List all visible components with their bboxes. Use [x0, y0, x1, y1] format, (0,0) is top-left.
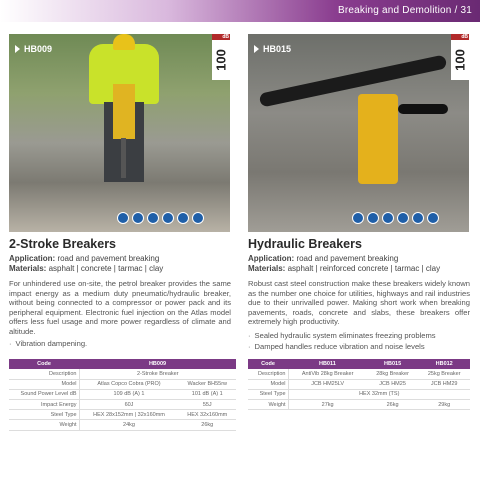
breaker-body [113, 84, 135, 139]
table-row [9, 389, 236, 399]
table-cell: Model [9, 379, 79, 389]
photo-label [15, 44, 52, 54]
description: For unhindered use on-site, the petrol breaker provides the same impact energy as a medium duty pneumatic/hydraulic breaker, without being connected to a compressor or power pack and its peripheral equipment. Electronic fuel injection on the Atlas model offers less fuel usage and more power regardless of climate and altitude. [9, 279, 231, 336]
hb015-photo [248, 34, 469, 232]
bullet-item: · Vibration dampening. [9, 339, 87, 348]
table-cell: Atlas Copco Cobra (PRO) [79, 379, 179, 389]
table-cell: Weight [9, 420, 79, 430]
table-row [248, 379, 470, 389]
boots-icon [132, 212, 144, 224]
boots-icon [367, 212, 379, 224]
table-cell: JCB HM25 [367, 379, 419, 389]
page-title: Breaking and Demolition / 31 [337, 5, 472, 16]
spec-table-hydraulic [248, 359, 470, 410]
table-cell: Sound Power Level dB [9, 389, 79, 399]
breaker-chisel [121, 138, 126, 178]
description: Robust cast steel construction make these breakers widely known as the number one choice for utilities, highways and rail industries due to their unrivalled power. Making short work when breaking pavements, roads, concrete and slabs, these breakers offer extremely high productivity. [248, 279, 470, 327]
table-cell: 60J [79, 400, 179, 410]
section-title: Hydraulic Breakers [248, 237, 362, 251]
table-cell: AntiVib 28kg Breaker [288, 369, 367, 379]
application-label: Application: [248, 254, 295, 263]
table-row [9, 410, 236, 420]
application-line [9, 254, 159, 263]
table-cell: 109 dB (A) 1 [79, 389, 179, 399]
application-value: road and pavement breaking [55, 254, 160, 263]
table-cell: 29kg [418, 400, 470, 410]
application-label: Application: [9, 254, 56, 263]
product-code: HB009 [24, 44, 53, 54]
table-row [9, 400, 236, 410]
table-cell: Wacker BH55rw [179, 379, 237, 389]
materials-line [9, 264, 163, 273]
table-header-row [9, 359, 236, 369]
materials-value: asphalt | reinforced concrete | tarmac | clay [285, 264, 441, 273]
table-header-row [248, 359, 470, 369]
table-cell: 101 dB (A) 1 [179, 389, 237, 399]
gloves-icon [177, 212, 189, 224]
materials-value: asphalt | concrete | tarmac | clay [46, 264, 164, 273]
breaker-handle [259, 54, 448, 107]
table-cell: 27kg [288, 400, 367, 410]
arrow-icon [15, 45, 20, 53]
db-value: 100 [452, 49, 468, 71]
table-header: Code [248, 359, 288, 369]
bullet-item: · Damped handles reduce vibration and noise levels [248, 342, 425, 351]
table-cell: 26kg [367, 400, 419, 410]
breaker-body [358, 94, 398, 184]
face-shield-icon [117, 212, 129, 224]
table-cell: 26kg [179, 420, 237, 430]
db-unit: dB [461, 34, 468, 40]
application-value: road and pavement breaking [294, 254, 399, 263]
table-header: HB015 [367, 359, 419, 369]
photo-label [254, 44, 291, 54]
ppe-icons [117, 212, 204, 224]
table-row [248, 400, 470, 410]
table-row [9, 420, 236, 430]
hb009-photo [9, 34, 230, 232]
section-title: 2-Stroke Breakers [9, 237, 117, 251]
table-cell: HEX 28x152mm | 32x160mm [79, 410, 179, 420]
ear-defenders-icon [382, 212, 394, 224]
table-cell: JCB HM29 [418, 379, 470, 389]
table-cell: HEX 32mm (TS) [288, 389, 470, 399]
bullet-item: · Sealed hydraulic system eliminates freezing problems [248, 331, 436, 340]
worker-head [113, 34, 135, 50]
table-cell: Weight [248, 400, 288, 410]
gloves-icon [412, 212, 424, 224]
table-cell: Steel Type [248, 389, 288, 399]
product-code: HB015 [263, 44, 292, 54]
goggles-icon [162, 212, 174, 224]
spec-table-2-stroke [9, 359, 236, 431]
table-cell: Impact Energy [9, 400, 79, 410]
table-cell: Model [248, 379, 288, 389]
table-cell: 2-Stroke Breaker [79, 369, 236, 379]
materials-label: Materials: [9, 264, 47, 273]
table-cell: 55J [179, 400, 237, 410]
db-unit: dB [222, 34, 229, 40]
db-value: 100 [213, 49, 229, 71]
goggles-icon [397, 212, 409, 224]
table-row [248, 369, 470, 379]
table-cell: 28kg Breaker [367, 369, 419, 379]
table-cell: Steel Type [9, 410, 79, 420]
table-cell: 25kg Breaker [418, 369, 470, 379]
hard-hat-icon [427, 212, 439, 224]
sound-level-badge [212, 34, 230, 80]
table-cell: JCB HM25LV [288, 379, 367, 389]
table-header: HB011 [288, 359, 367, 369]
table-cell: Description [248, 369, 288, 379]
ear-defenders-icon [147, 212, 159, 224]
application-line [248, 254, 398, 263]
arrow-icon [254, 45, 259, 53]
face-shield-icon [352, 212, 364, 224]
table-cell: 24kg [79, 420, 179, 430]
sound-level-badge [451, 34, 469, 80]
ppe-icons [352, 212, 439, 224]
table-cell: HEX 32x160mm [179, 410, 237, 420]
materials-line [248, 264, 440, 273]
table-row [248, 389, 470, 399]
materials-label: Materials: [248, 264, 286, 273]
table-header: Code [9, 359, 79, 369]
header-bar [0, 0, 480, 22]
table-row [9, 379, 236, 389]
hard-hat-icon [192, 212, 204, 224]
table-header: HB009 [79, 359, 236, 369]
table-header: HB012 [418, 359, 470, 369]
table-row [9, 369, 236, 379]
table-cell: Description [9, 369, 79, 379]
breaker-hose [398, 104, 448, 114]
